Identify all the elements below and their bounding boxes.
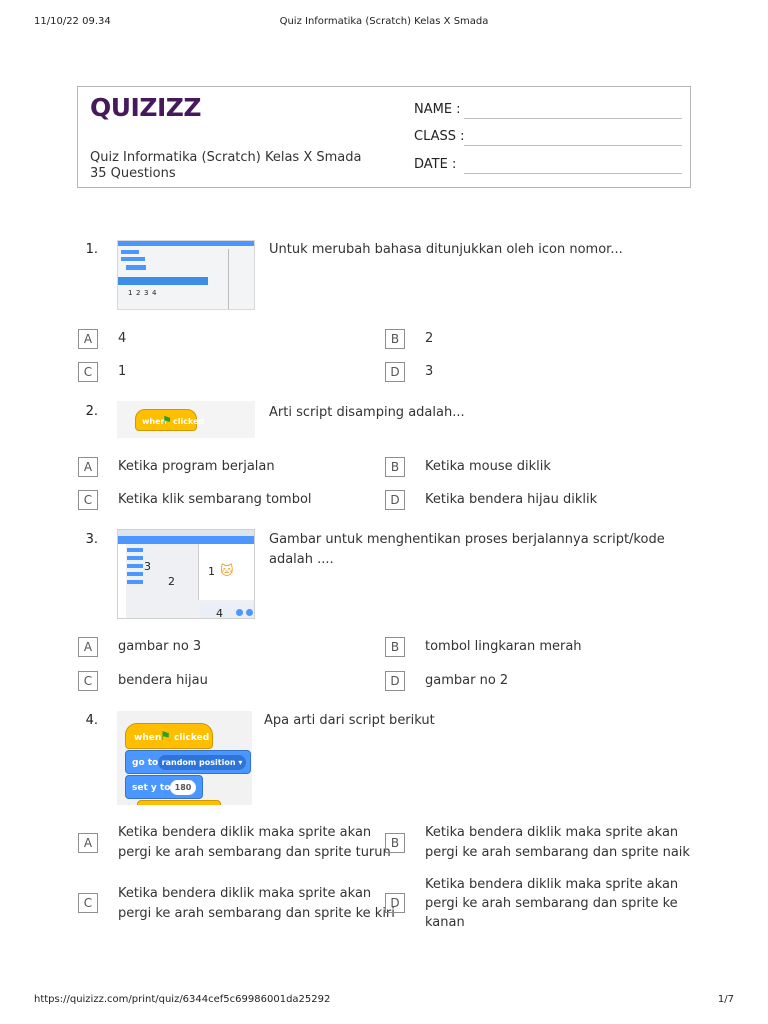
- block-clicked-label: clicked: [173, 417, 205, 426]
- quiz-header-box: [77, 86, 691, 188]
- random-position-dropdown: [158, 755, 246, 770]
- question-3-option-b-box[interactable]: B: [385, 637, 405, 657]
- when-flag-clicked-block: [125, 723, 213, 749]
- add-sprite-icon: [236, 609, 243, 616]
- class-line[interactable]: [464, 145, 682, 146]
- question-3-option-a-box[interactable]: A: [78, 637, 98, 657]
- question-3-option-d-box[interactable]: D: [385, 671, 405, 691]
- block-when-label: when: [134, 733, 162, 743]
- question-1-text: Untuk merubah bahasa ditunjukkan oleh icon nomor...: [269, 242, 623, 257]
- question-4-option-c-line-1: Ketika bendera diklik maka sprite akan: [118, 886, 372, 901]
- scratch-menubar: [118, 536, 255, 544]
- scratch-block: [121, 257, 145, 261]
- question-4-option-d-line-2: pergi ke arah sembarang dan sprite ke: [425, 896, 678, 911]
- question-1-option-c-box[interactable]: C: [78, 362, 98, 382]
- image-label-3: 3: [144, 560, 151, 573]
- print-title: Quiz Informatika (Scratch) Kelas X Smada: [279, 16, 489, 27]
- image-label-2: 2: [168, 575, 175, 588]
- question-3-option-c-text: bendera hijau: [118, 673, 208, 688]
- print-header: [0, 16, 768, 30]
- question-4-number: 4.: [85, 713, 98, 728]
- image-number-3: 3: [144, 289, 149, 297]
- page-number: 1/7: [717, 994, 734, 1005]
- go-to-random-position-block: [125, 750, 251, 774]
- next-block-partial: [137, 800, 221, 805]
- add-backdrop-icon: [246, 609, 253, 616]
- set-y-to-block: [125, 775, 203, 799]
- name-line[interactable]: [464, 118, 682, 119]
- question-4-option-b-box[interactable]: B: [385, 833, 405, 853]
- print-url[interactable]: https://quizizz.com/print/quiz/6344cef5c69986001da25292: [34, 994, 331, 1005]
- question-3-option-c-box[interactable]: C: [78, 671, 98, 691]
- scratch-block: [127, 572, 143, 576]
- question-4-option-b-line-1: Ketika bendera diklik maka sprite akan: [425, 825, 679, 840]
- question-4-option-a-line-1: Ketika bendera diklik maka sprite akan: [118, 825, 372, 840]
- name-label: NAME :: [414, 102, 461, 117]
- block-sety-label: set y to: [132, 783, 171, 793]
- question-2-option-d-box[interactable]: D: [385, 490, 405, 510]
- question-1-option-a-text: 4: [118, 331, 127, 346]
- image-label-4: 4: [216, 607, 223, 619]
- image-number-4: 4: [152, 289, 157, 297]
- question-4-option-d-box[interactable]: D: [385, 893, 405, 913]
- cat-sprite-icon: 🐱: [220, 564, 234, 579]
- green-flag-icon: ⚑: [162, 414, 172, 427]
- question-1-image: [117, 240, 255, 310]
- question-2-option-a-box[interactable]: A: [78, 457, 98, 477]
- scratch-block: [127, 564, 143, 568]
- quiz-title: Quiz Informatika (Scratch) Kelas X Smada: [90, 150, 362, 165]
- image-number-1: 1: [128, 289, 133, 297]
- question-1-option-d-text: 3: [425, 364, 434, 379]
- question-4-text: Apa arti dari script berikut: [264, 713, 435, 728]
- class-label: CLASS :: [414, 129, 465, 144]
- y-value-field: 180: [170, 780, 196, 795]
- question-3-option-a-text: gambar no 3: [118, 639, 202, 654]
- question-1-option-b-box[interactable]: B: [385, 329, 405, 349]
- question-4-image: [117, 711, 252, 805]
- question-1-option-c-text: 1: [118, 364, 127, 379]
- question-4-option-b-line-2: pergi ke arah sembarang dan sprite naik: [425, 845, 690, 860]
- quizizz-logo: QUIZIZZ: [90, 93, 202, 122]
- question-2-option-c-box[interactable]: C: [78, 490, 98, 510]
- question-3-image: [117, 529, 255, 619]
- question-2-option-d-text: Ketika bendera hijau diklik: [425, 492, 598, 507]
- image-label-1: 1: [208, 565, 215, 578]
- question-3-option-b-text: tombol lingkaran merah: [425, 639, 582, 654]
- question-2-option-a-text: Ketika program berjalan: [118, 459, 275, 474]
- scratch-menubar: [118, 241, 255, 246]
- question-1-option-d-box[interactable]: D: [385, 362, 405, 382]
- scratch-block: [127, 548, 143, 552]
- question-4-option-c-box[interactable]: C: [78, 893, 98, 913]
- question-4-option-d-line-3: kanan: [425, 915, 465, 930]
- block-clicked-label: clicked: [174, 733, 210, 743]
- question-count: 35 Questions: [90, 166, 176, 181]
- question-2-option-b-box[interactable]: B: [385, 457, 405, 477]
- question-2-text: Arti script disamping adalah...: [269, 405, 465, 420]
- question-2-option-c-text: Ketika klik sembarang tombol: [118, 492, 312, 507]
- question-2-number: 2.: [85, 404, 98, 419]
- when-flag-clicked-block: [135, 409, 205, 431]
- scratch-block: [127, 580, 143, 584]
- scratch-block: [121, 250, 139, 254]
- dropdown-arrow-icon: ▾: [238, 758, 243, 767]
- date-line[interactable]: [464, 173, 682, 174]
- category-strip: [118, 544, 126, 619]
- question-1-option-b-text: 2: [425, 331, 434, 346]
- question-3-option-d-text: gambar no 2: [425, 673, 509, 688]
- scratch-block: [126, 265, 146, 270]
- question-1-option-a-box[interactable]: A: [78, 329, 98, 349]
- question-3-number: 3.: [85, 532, 98, 547]
- question-4-option-a-box[interactable]: A: [78, 833, 98, 853]
- block-goto-label: go to: [132, 758, 159, 768]
- block-when-label: when: [142, 417, 167, 426]
- date-label: DATE :: [414, 157, 457, 172]
- question-3-text-line-1: Gambar untuk menghentikan proses berjalannya script/kode: [269, 532, 665, 547]
- print-footer: [0, 994, 768, 1008]
- question-1-number: 1.: [85, 242, 98, 257]
- image-number-2: 2: [136, 289, 141, 297]
- scratch-toolbar: [118, 277, 208, 285]
- question-3-text-line-2: adalah ....: [269, 552, 334, 567]
- scratch-divider: [228, 249, 229, 309]
- question-4-option-a-line-2: pergi ke arah sembarang dan sprite turun: [118, 845, 391, 860]
- green-flag-icon: ⚑: [160, 729, 171, 743]
- scratch-block: [127, 556, 143, 560]
- print-datetime: 11/10/22 09.34: [34, 16, 111, 27]
- question-4-option-c-line-2: pergi ke arah sembarang dan sprite ke kiri: [118, 906, 395, 921]
- random-position-label: random position: [161, 758, 236, 767]
- question-2-option-b-text: Ketika mouse diklik: [425, 459, 551, 474]
- question-2-image: [117, 401, 255, 438]
- question-4-option-d-line-1: Ketika bendera diklik maka sprite akan: [425, 877, 679, 892]
